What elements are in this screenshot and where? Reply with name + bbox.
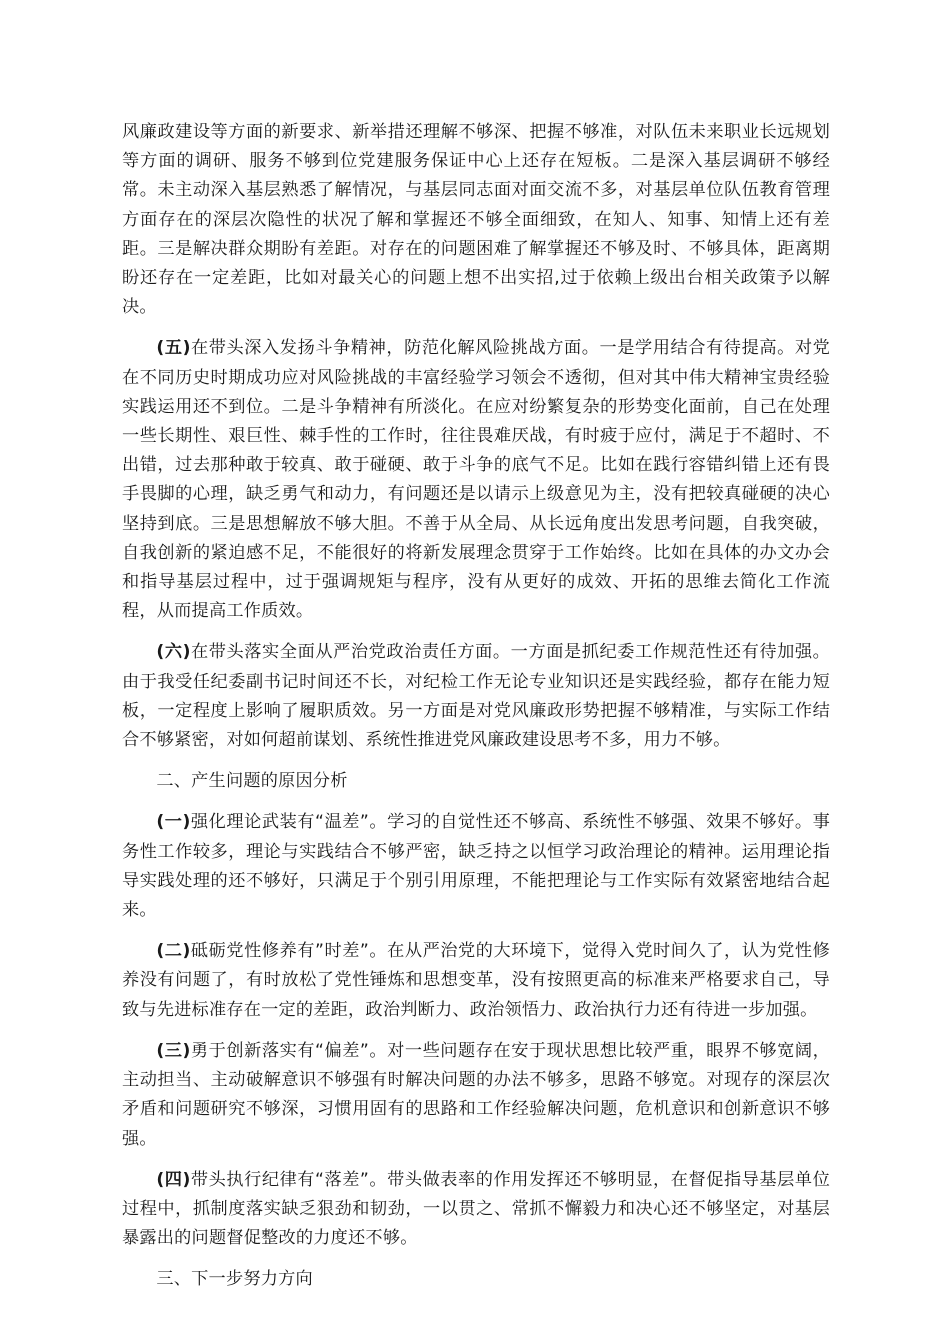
section-heading-2: 二、产生问题的原因分析: [156, 771, 348, 792]
paragraph-continuation: [122, 118, 830, 322]
cause-item-4: [122, 1166, 830, 1254]
cause-number: (三): [156, 1040, 191, 1061]
paragraph-text: 风廉政建设等方面的新要求、新举措还理解不够深、把握不够准，对队伍未来职业长远规划等方面的调研、服务不够到位党建服务保证中心上还存在短板。二是深入基层调研不够经常。未主动深入基层熟悉了解情况，与基层同志面对面交流不多，对基层单位队伍教育管理方面存在的深层次隐性的状况了解和掌握还不够全面细致，在知人、知事、知情上还有差距。三是解决群众期盼有差距。对存在的问题困难了解掌握还不够及时、不够具体，距离期盼还存在一定差距，比如对最关心的问题上想不出实招,过于依赖上级出台相关政策予以解决。: [122, 122, 830, 318]
paragraph-number: (五): [156, 338, 191, 359]
cause-number: (一): [156, 812, 191, 833]
cause-item-2: [122, 937, 830, 1025]
cause-text: 强化理论武装有“温差”。学习的自觉性还不够高、系统性不够强、效果不够好。事务性工作较多，理论与实践结合不够严密，缺乏持之以恒学习政治理论的精神。运用理论指导实践处理的还不够好，只满足于个别引用原理，不能把理论与工作实际有效紧密地结合起来。: [122, 812, 830, 921]
cause-number: (二): [156, 941, 191, 962]
cause-text: 带头执行纪律有“落差”。带头做表率的作用发挥还不够明显，在督促指导基层单位过程中，抓制度落实缺乏狠劲和韧劲，一以贯之、常抓不懈毅力和决心还不够坚定，对基层暴露出的问题督促整改的力度还不够。: [122, 1169, 830, 1249]
paragraph-item-6: [122, 638, 830, 755]
cause-item-1: [122, 808, 830, 925]
paragraph-text: 在带头深入发扬斗争精神，防范化解风险挑战方面。一是学用结合有待提高。对党在不同历史时期成功应对风险挑战的丰富经验学习领会不透彻，但对其中伟大精神宝贵经验实践运用还不到位。二是斗争精神有所淡化。在应对纷繁复杂的形势变化面前，自己在处理一些长期性、艰巨性、棘手性的工作时，往往畏难厌战，有时疲于应付，满足于不超时、不出错，过去那种敢于较真、敢于碰硬、敢于斗争的底气不足。比如在践行容错纠错上还有畏手畏脚的心理，缺乏勇气和动力，有问题还是以请示上级意见为主，没有把较真碰硬的决心坚持到底。三是思想解放不够大胆。不善于从全局、从长远角度出发思考问题，自我突破，自我创新的紧迫感不足，不能很好的将新发展理念贯穿于工作始终。比如在具体的办文办会和指导基层过程中，过于强调规矩与程序，没有从更好的成效、开拓的思维去简化工作流程，从而提高工作质效。: [122, 338, 830, 622]
paragraph-number: (六): [156, 642, 191, 663]
cause-item-3: [122, 1037, 830, 1154]
document-body: [122, 118, 830, 1307]
paragraph-text: 在带头落实全面从严治党政治责任方面。一方面是抓纪委工作规范性还有待加强。由于我受任纪委副书记时间还不长，对纪检工作无论专业知识还是实践经验，都存在能力短板，一定程度上影响了履职质效。另一方面是对党风廉政形势把握不够精准，与实际工作结合不够紧密，对如何超前谋划、系统性推进党风廉政建设思考不多，用力不够。: [122, 642, 830, 751]
cause-text: 砥砺党性修养有”时差”。在从严治党的大环境下，觉得入党时间久了，认为党性修养没有问题了，有时放松了党性锤炼和思想变革，没有按照更高的标准来严格要求自己，导致与先进标准存在一定的差距，政治判断力、政治领悟力、政治执行力还有待进一步加强。: [122, 941, 830, 1020]
cause-text: 勇于创新落实有“偏差”。对一些问题存在安于现状思想比较严重，眼界不够宽阔，主动担当、主动破解意识不够强有时解决问题的办法不够多，思路不够宽。对现存的深层次矛盾和问题研究不够深，习惯用固有的思路和工作经验解决问题，危机意识和创新意识不够强。: [122, 1040, 830, 1149]
paragraph-item-5: [122, 334, 830, 626]
cause-number: (四): [156, 1169, 191, 1190]
section-heading-3: 三、下一步努力方向: [156, 1269, 313, 1290]
